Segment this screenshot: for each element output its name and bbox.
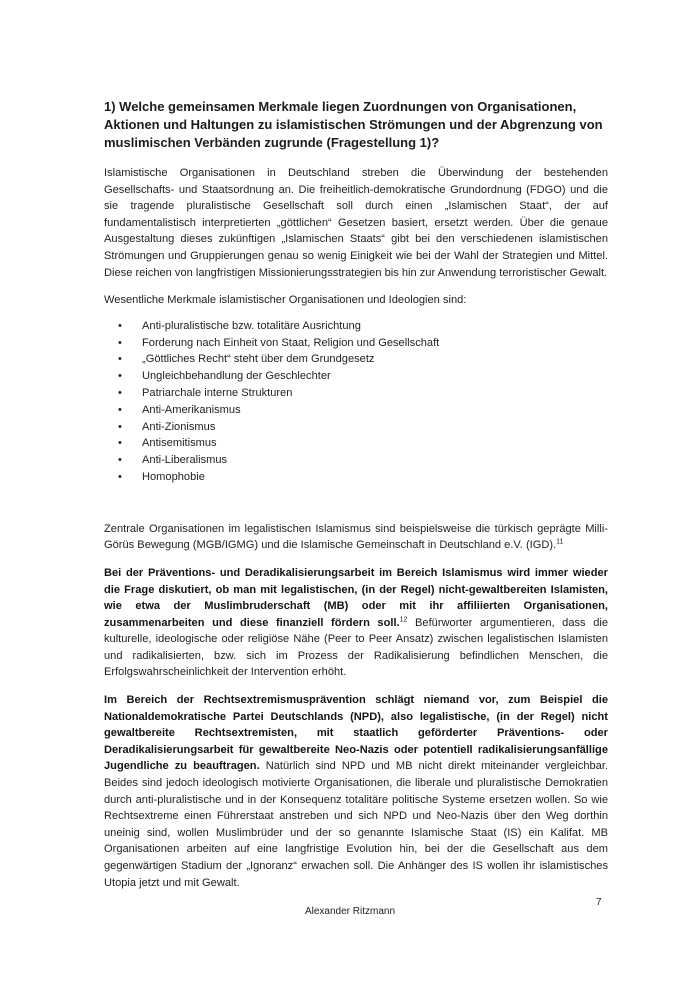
list-item: • Ungleichbehandlung der Geschlechter	[104, 368, 608, 385]
list-item: • Forderung nach Einheit von Staat, Religion und Gesellschaft	[104, 335, 608, 352]
list-item: • Homophobie	[104, 469, 608, 486]
footer-author: Alexander Ritzmann	[304, 906, 396, 917]
list-item: • Patriarchale interne Strukturen	[104, 385, 608, 402]
page-content	[104, 98, 608, 902]
paragraph-comparison: Im Bereich der Rechtsextremismusprävention schlägt niemand vor, zum Beispiel die Nationaldemokratische Partei Deutschlands (NPD), also legalistische, (in der Regel) nicht gewaltbereite Rechtsextremisten, mit staatlich geförderter Präventions- oder Deradikalisierungsarbeit für gewaltbereite Neo-Nazis oder potentiell radikalisierungsanfällige Jugendliche zu beauftragen. Natürlich sind NPD und MB nicht direkt miteinander vergleichbar. Beides sind jedoch ideologisch motivierte Organisationen, die liberale und pluralistische Demokratien durch anti-pluralistische und in der Konsequenz totalitäre politische Systeme ersetzen wollen. So wie Rechtsextreme einen Führerstaat anstreben und sich NPD und Neo-Nazis über den Weg dorthin uneinig sind, wollen Muslimbrüder und der so genannte Islamische Staat (IS) ein Kalifat. MB Organisationen arbeiten auf eine langfristige Evolution hin, bei der die Gesellschaft aus dem gegenwärtigen Stadium der „Ignoranz“ erwachen soll. Die Anhänger des IS wollen ihr islamistisches Utopia jetzt und mit Gewalt.	[104, 694, 608, 889]
bullet-icon: •	[118, 386, 122, 399]
footnote-12: 12	[399, 616, 408, 623]
list-intro: Wesentliche Merkmale islamistischer Organisationen und Ideologien sind:	[104, 294, 467, 307]
list-item: • Anti-pluralistische bzw. totalitäre Ausrichtung	[104, 318, 608, 335]
bullet-icon: •	[118, 454, 122, 467]
bullet-icon: •	[118, 319, 122, 332]
bullet-icon: •	[118, 336, 122, 349]
section-heading: 1) Welche gemeinsamen Merkmale liegen Zuordnungen von Organisationen, Aktionen und Haltungen zu islamistischen Strömungen und der Abgrenzung von muslimischen Verbänden zugrunde (Fragestellung 1)?	[104, 99, 603, 150]
bullet-icon: •	[118, 370, 122, 383]
list-item: • Antisemitismus	[104, 435, 608, 452]
paragraph-intro: Islamistische Organisationen in Deutschland streben die Überwindung der bestehenden Gesellschafts- und Staatsordnung an. Die freiheitlich-demokratische Grundordnung (FDGO) und die sie tragende pluralistische Gesellschaft soll durch einen „Islamischen Staat“, der auf fundamentalistisch interpretierten „göttlichen“ Gesetzen basiert, ersetzt werden. Über die genaue Ausgestaltung dieses zukünftigen „Islamischen Staats“ gibt bei den verschiedenen islamistischen Strömungen und Gruppierungen genau so wenig Einigkeit wie bei der Wahl der Strategien und Mittel. Diese reichen von langfristigen Missionierungsstrategien bis hin zur Anwendung terroristischer Gewalt.	[104, 167, 608, 279]
bullet-icon: •	[118, 437, 122, 450]
bold-statement: Bei der Präventions- und Deradikalisierungsarbeit im Bereich Islamismus wird immer wieder die Frage diskutiert, ob man mit legalistischen, (in der Regel) nicht-gewaltbereiten Islamisten, wie etwa der Muslimbruderschaft (MB) oder mit ihr affiliierten Organisationen, zusammenarbeiten und diese finanziell fördern soll.	[104, 566, 608, 629]
characteristics-list	[104, 318, 608, 486]
bullet-icon: •	[118, 353, 122, 366]
bullet-icon: •	[118, 470, 122, 483]
list-item: • Anti-Liberalismus	[104, 452, 608, 469]
list-item: • Anti-Zionismus	[104, 419, 608, 436]
bullet-icon: •	[118, 403, 122, 416]
paragraph-organisations: Zentrale Organisationen im legalistischen Islamismus sind beispielsweise die türkisch geprägte Milli-Görüs Bewegung (MGB/IGMG) und die Islamische Gemeinschaft in Deutschland e.V. (IGD).$^{11}$	[104, 522, 608, 552]
page-number: 7	[596, 897, 602, 908]
footnote-11: 11	[556, 538, 564, 546]
paragraph-prevention: Bei der Präventions- und Deradikalisierungsarbeit im Bereich Islamismus wird immer wieder die Frage diskutiert, ob man mit legalistischen, (in der Regel) nicht-gewaltbereiten Islamisten, wie etwa der Muslimbruderschaft (MB) oder mit ihr affiliierten Organisationen, zusammenarbeiten und diese finanziell fördern soll.$^{12}$ Befürworter argumentieren, dass die kulturelle, ideologische oder religiöse Nähe (Peer to Peer Ansatz) zwischen legalistischen Islamisten und radikalisierten, bzw. sich im Prozess der Radikalisierung befindlichen Menschen, die Erfolgswahrscheinlichkeit der Intervention erhöht.	[104, 566, 608, 679]
list-item: • Anti-Amerikanismus	[104, 402, 608, 419]
bold-statement: Im Bereich der Rechtsextremismusprävention schlägt niemand vor, zum Beispiel die Nationaldemokratische Partei Deutschlands (NPD), also legalistische, (in der Regel) nicht gewaltbereite Rechtsextremisten, mit staatlich geförderter Präventions- oder Deradikalisierungsarbeit für gewaltbereite Neo-Nazis oder potentiell radikalisierungsanfällige Jugendliche zu beauftragen.	[104, 694, 608, 773]
list-item: • „Göttliches Recht“ steht über dem Grundgesetz	[104, 351, 608, 368]
bullet-icon: •	[118, 420, 122, 433]
